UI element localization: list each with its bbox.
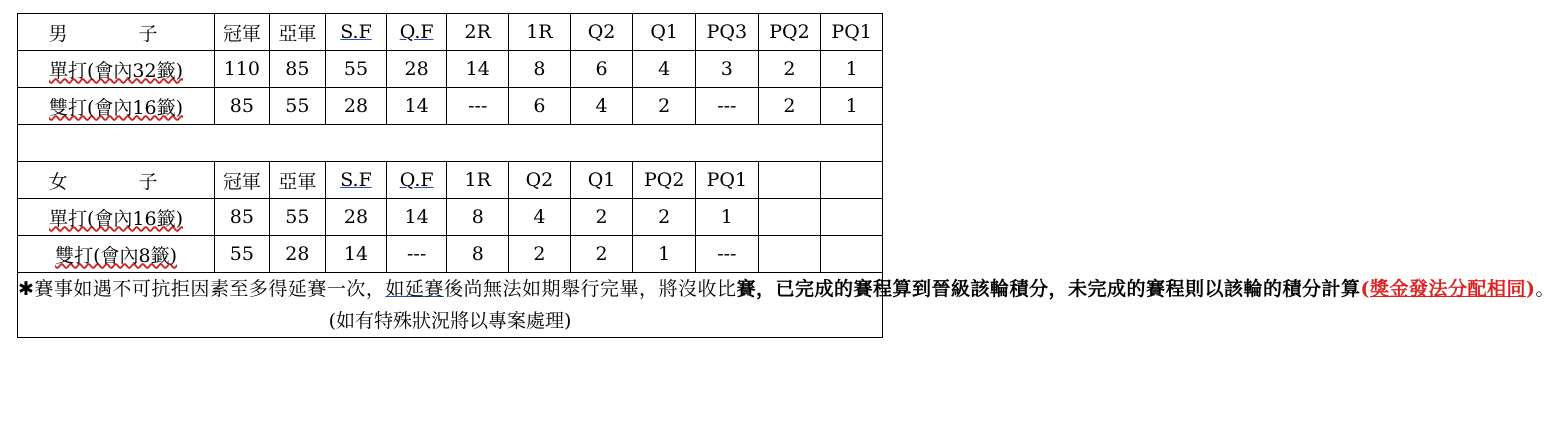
table-cell: 1 bbox=[633, 236, 696, 273]
table-cell: 14 bbox=[386, 199, 447, 236]
table-cell: 2 bbox=[758, 51, 821, 88]
table-cell: 2 bbox=[633, 199, 696, 236]
header-cell bbox=[821, 162, 883, 199]
header-cell: S.F bbox=[326, 162, 387, 199]
table-cell bbox=[758, 236, 821, 273]
table-cell: 55 bbox=[215, 236, 270, 273]
header-cell: Q2 bbox=[570, 14, 633, 51]
header-cell: 亞軍 bbox=[269, 14, 326, 51]
points-table bbox=[17, 13, 1555, 338]
table-cell: 1 bbox=[696, 199, 759, 236]
header-cell: PQ3 bbox=[696, 14, 759, 51]
table-cell: 4 bbox=[633, 51, 696, 88]
table-cell: 28 bbox=[326, 88, 387, 125]
table-cell: 2 bbox=[758, 88, 821, 125]
table-cell: --- bbox=[386, 236, 447, 273]
table-cell: 3 bbox=[696, 51, 759, 88]
table-cell bbox=[821, 236, 883, 273]
women-singles-row bbox=[18, 199, 883, 236]
header-cell: PQ2 bbox=[758, 14, 821, 51]
women-header-row bbox=[18, 162, 883, 199]
men-header-row bbox=[18, 14, 883, 51]
note-text-underlined: 如延賽 bbox=[385, 278, 444, 300]
table-cell: 28 bbox=[386, 51, 447, 88]
header-cell bbox=[758, 162, 821, 199]
table-cell: 28 bbox=[269, 236, 326, 273]
row-label bbox=[18, 236, 215, 273]
men-category-header: 男 子 bbox=[18, 14, 215, 51]
table-cell: 55 bbox=[269, 88, 326, 125]
note-paren-close: ) bbox=[1525, 278, 1536, 300]
table-cell: 85 bbox=[215, 199, 270, 236]
table-cell: 8 bbox=[447, 199, 509, 236]
row-label bbox=[18, 51, 215, 88]
men-singles-row bbox=[18, 51, 883, 88]
table-cell: 4 bbox=[570, 88, 633, 125]
table-cell: 2 bbox=[570, 199, 633, 236]
note-period: 。 bbox=[1535, 278, 1555, 300]
table-cell: 2 bbox=[633, 88, 696, 125]
table-cell: 1 bbox=[821, 51, 883, 88]
separator-row bbox=[18, 125, 883, 162]
table-cell: 6 bbox=[509, 88, 571, 125]
table-cell: 8 bbox=[447, 236, 509, 273]
row-label-text: 雙打(會內8籤) bbox=[55, 244, 177, 267]
table-cell: 14 bbox=[447, 51, 509, 88]
note-prize-text: 獎金發法分配相同 bbox=[1369, 278, 1526, 300]
row-label-text: 單打(會內16籤) bbox=[49, 207, 184, 230]
header-cell: Q1 bbox=[570, 162, 633, 199]
table-cell bbox=[821, 199, 883, 236]
header-cell: PQ1 bbox=[696, 162, 759, 199]
women-category-header: 女 子 bbox=[18, 162, 215, 199]
note-paragraph bbox=[18, 273, 1555, 305]
header-cell: Q2 bbox=[509, 162, 571, 199]
table-cell: 14 bbox=[386, 88, 447, 125]
note-text: ✱賽事如遇不可抗拒因素至多得延賽一次， bbox=[18, 278, 386, 300]
table-cell: 14 bbox=[326, 236, 387, 273]
table-cell: 8 bbox=[509, 51, 571, 88]
table-cell: 2 bbox=[570, 236, 633, 273]
header-cell: Q1 bbox=[633, 14, 696, 51]
note-special-line: (如有特殊狀況將以專案處理) bbox=[328, 310, 572, 332]
table-cell: 85 bbox=[269, 51, 326, 88]
header-cell: 冠軍 bbox=[215, 14, 270, 51]
note-paren-open: ( bbox=[1360, 278, 1370, 300]
table-cell: 55 bbox=[269, 199, 326, 236]
row-label-text: 雙打(會內16籤) bbox=[49, 96, 184, 119]
header-cell: 冠軍 bbox=[215, 162, 270, 199]
table-cell: 2 bbox=[509, 236, 571, 273]
table-cell: --- bbox=[447, 88, 509, 125]
header-cell: 亞軍 bbox=[269, 162, 326, 199]
separator-cell bbox=[18, 125, 883, 162]
women-doubles-row bbox=[18, 236, 883, 273]
row-label bbox=[18, 88, 215, 125]
row-label-text: 單打(會內32籤) bbox=[49, 59, 184, 82]
table-cell: --- bbox=[696, 88, 759, 125]
table-cell bbox=[758, 199, 821, 236]
table-cell: 85 bbox=[215, 88, 270, 125]
header-cell: PQ1 bbox=[821, 14, 883, 51]
table-cell: 110 bbox=[215, 51, 270, 88]
table-cell: 1 bbox=[821, 88, 883, 125]
header-cell: PQ2 bbox=[633, 162, 696, 199]
header-cell: 1R bbox=[509, 14, 571, 51]
header-cell: Q.F bbox=[386, 14, 447, 51]
header-cell: 1R bbox=[447, 162, 509, 199]
men-doubles-row bbox=[18, 88, 883, 125]
header-cell: S.F bbox=[326, 14, 387, 51]
row-label bbox=[18, 199, 215, 236]
note-text-bold: 賽，已完成的賽程算到晉級該輪積分，未完成的賽程則以該輪的積分計算 bbox=[736, 278, 1361, 300]
note-text: 後尚無法如期舉行完畢，將沒收比 bbox=[443, 278, 737, 300]
note-cell bbox=[18, 273, 1555, 338]
table-cell: 28 bbox=[326, 199, 387, 236]
table-cell: 55 bbox=[326, 51, 387, 88]
table-cell: --- bbox=[696, 236, 759, 273]
header-cell: 2R bbox=[447, 14, 509, 51]
table-cell: 4 bbox=[509, 199, 571, 236]
header-cell: Q.F bbox=[386, 162, 447, 199]
table-cell: 6 bbox=[570, 51, 633, 88]
note-row bbox=[18, 273, 883, 338]
